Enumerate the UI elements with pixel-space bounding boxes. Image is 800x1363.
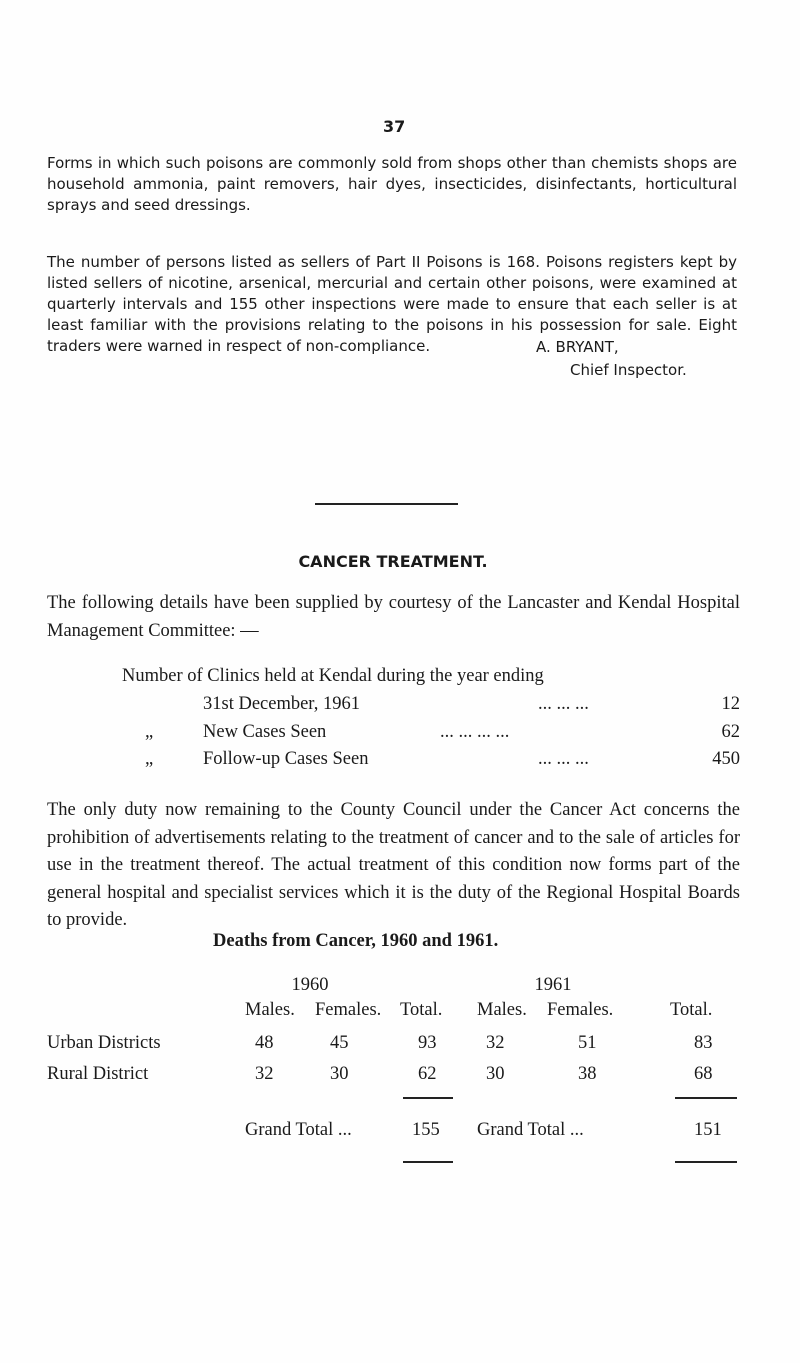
- ditto-mark: „: [145, 722, 154, 742]
- clinics-row-dots: ... ... ... ...: [440, 722, 510, 742]
- clinics-row-label: 31st December, 1961: [203, 694, 360, 714]
- row-label: Urban Districts: [47, 1033, 161, 1053]
- row-label: Rural District: [47, 1064, 149, 1084]
- grand-total-label-1960: Grand Total ...: [245, 1120, 352, 1140]
- column-header: Total.: [670, 1000, 713, 1020]
- year-heading-1961: 1961: [534, 975, 572, 995]
- column-header: Total.: [400, 1000, 443, 1020]
- table-cell: 51: [578, 1033, 597, 1053]
- clinics-row-value: 62: [721, 722, 740, 742]
- clinics-row-value: 12: [721, 694, 740, 714]
- column-header: Females.: [547, 1000, 614, 1020]
- total-rule-1961-top: [675, 1097, 737, 1099]
- clinics-row-label: Follow-up Cases Seen: [203, 749, 369, 769]
- table-cell: 38: [578, 1064, 597, 1084]
- clinics-row-label: New Cases Seen: [203, 722, 327, 742]
- section-title: CANCER TREATMENT.: [298, 552, 488, 571]
- total-rule-1961-bottom: [675, 1161, 737, 1163]
- ditto-mark: „: [145, 749, 154, 769]
- clinics-row-dots: ... ... ...: [538, 694, 589, 714]
- table-cell: 32: [255, 1064, 274, 1084]
- paragraph-poisons: The number of persons listed as sellers of Part II Poisons is 168. Poisons registers kept by listed sellers of nicotine, arsenical, mercurial and certain other poisons, were examined at quarterly intervals and 155 other inspections were made to ensure that each seller is at least familiar with the provisions relating to the poisons in his possession for sale. Eight traders were warned in respect of non-compliance.: [47, 253, 737, 355]
- clinics-row-dots: ... ... ...: [538, 749, 589, 769]
- year-heading-1960: 1960: [291, 975, 329, 995]
- column-header: Males.: [477, 1000, 527, 1020]
- section-divider: [315, 503, 458, 505]
- table-title: Deaths from Cancer, 1960 and 1961.: [213, 931, 499, 951]
- paragraph-forms: Forms in which such poisons are commonly sold from shops other than chemists shops are household ammonia, paint removers, hair dyes, insecticides, disinfectants, horticultural sprays and seed dressings.: [47, 154, 737, 214]
- table-cell: 62: [418, 1064, 437, 1084]
- table-cell: 93: [418, 1033, 437, 1053]
- table-cell: 30: [330, 1064, 349, 1084]
- table-cell: 83: [694, 1033, 713, 1053]
- column-header: Females.: [315, 1000, 382, 1020]
- paragraph-details: The following details have been supplied by courtesy of the Lancaster and Kendal Hospital Management Committee: —: [47, 593, 740, 641]
- clinics-row-value: 450: [712, 749, 740, 769]
- total-rule-1960-top: [403, 1097, 453, 1099]
- column-header: Males.: [245, 1000, 295, 1020]
- table-cell: 32: [486, 1033, 505, 1053]
- table-cell: 68: [694, 1064, 713, 1084]
- grand-total-1961: 151: [694, 1120, 722, 1140]
- table-cell: 45: [330, 1033, 349, 1053]
- total-rule-1960-bottom: [403, 1161, 453, 1163]
- page-number: 37: [383, 117, 406, 136]
- paragraph-duty: The only duty now remaining to the County Council under the Cancer Act concerns the prohibition of advertisements relating to the treatment of cancer and to the sale of articles for use in the treatment thereof. The actual treatment of this condition now forms part of the general hospital and specialist services which it is the duty of the Regional Hospital Boards to provide.: [47, 800, 740, 930]
- table-cell: 30: [486, 1064, 505, 1084]
- table-cell: 48: [255, 1033, 274, 1053]
- clinics-line: Number of Clinics held at Kendal during the year ending: [122, 666, 544, 686]
- signature-name: A. BRYANT,: [536, 338, 619, 356]
- grand-total-label-1961: Grand Total ...: [477, 1120, 584, 1140]
- signature-title: Chief Inspector.: [570, 361, 687, 379]
- grand-total-1960: 155: [412, 1120, 440, 1140]
